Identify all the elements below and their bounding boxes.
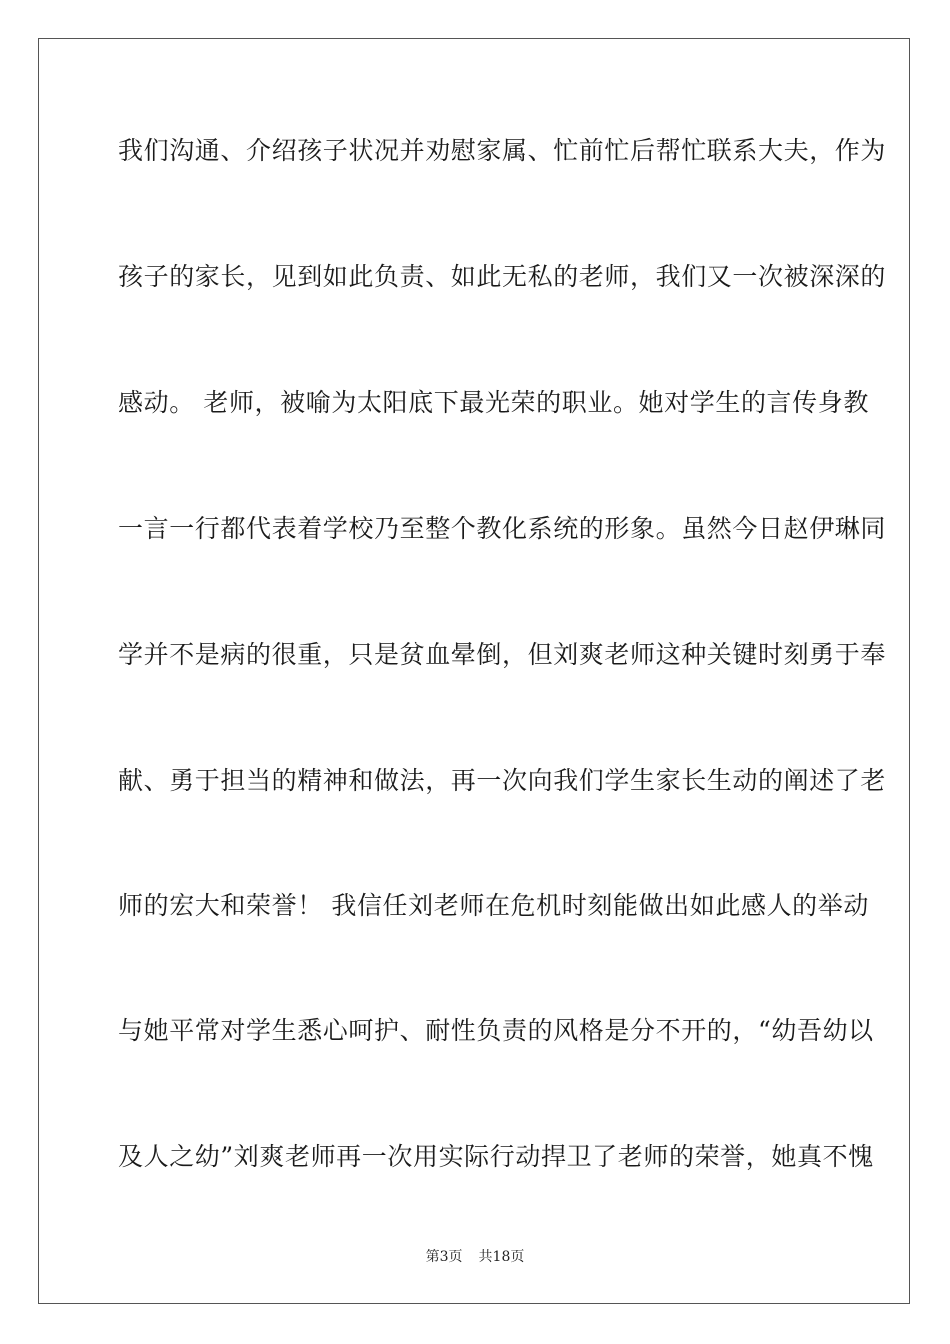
page-frame xyxy=(38,38,910,1304)
body-text-line: 我们沟通、介绍孩子状况并劝慰家属、忙前忙后帮忙联系大夫，作为 xyxy=(118,136,887,165)
body-text-line: 学并不是病的很重，只是贫血晕倒，但刘爽老师这种关键时刻勇于奉 xyxy=(118,640,887,669)
body-text-line: 献、勇于担当的精神和做法，再一次向我们学生家长生动的阐述了老 xyxy=(118,766,887,795)
page-number: 第3页 xyxy=(425,1249,463,1265)
body-text-line: 及人之幼”刘爽老师再一次用实际行动捍卫了老师的荣誉，她真不愧 xyxy=(118,1142,874,1171)
body-text-line: 师的宏大和荣誉！ 我信任刘老师在危机时刻能做出如此感人的举动 xyxy=(118,891,869,920)
body-text-line: 与她平常对学生悉心呵护、耐性负责的风格是分不开的，“幼吾幼以 xyxy=(118,1016,874,1045)
total-pages: 共18页 xyxy=(478,1249,525,1265)
body-text-line: 孩子的家长，见到如此负责、如此无私的老师，我们又一次被深深的 xyxy=(118,262,887,291)
body-text-line: 一言一行都代表着学校乃至整个教化系统的形象。虽然今日赵伊琳同 xyxy=(118,514,887,543)
body-text-line: 感动。 老师，被喻为太阳底下最光荣的职业。她对学生的言传身教 xyxy=(118,388,869,417)
page-footer xyxy=(0,1247,950,1267)
